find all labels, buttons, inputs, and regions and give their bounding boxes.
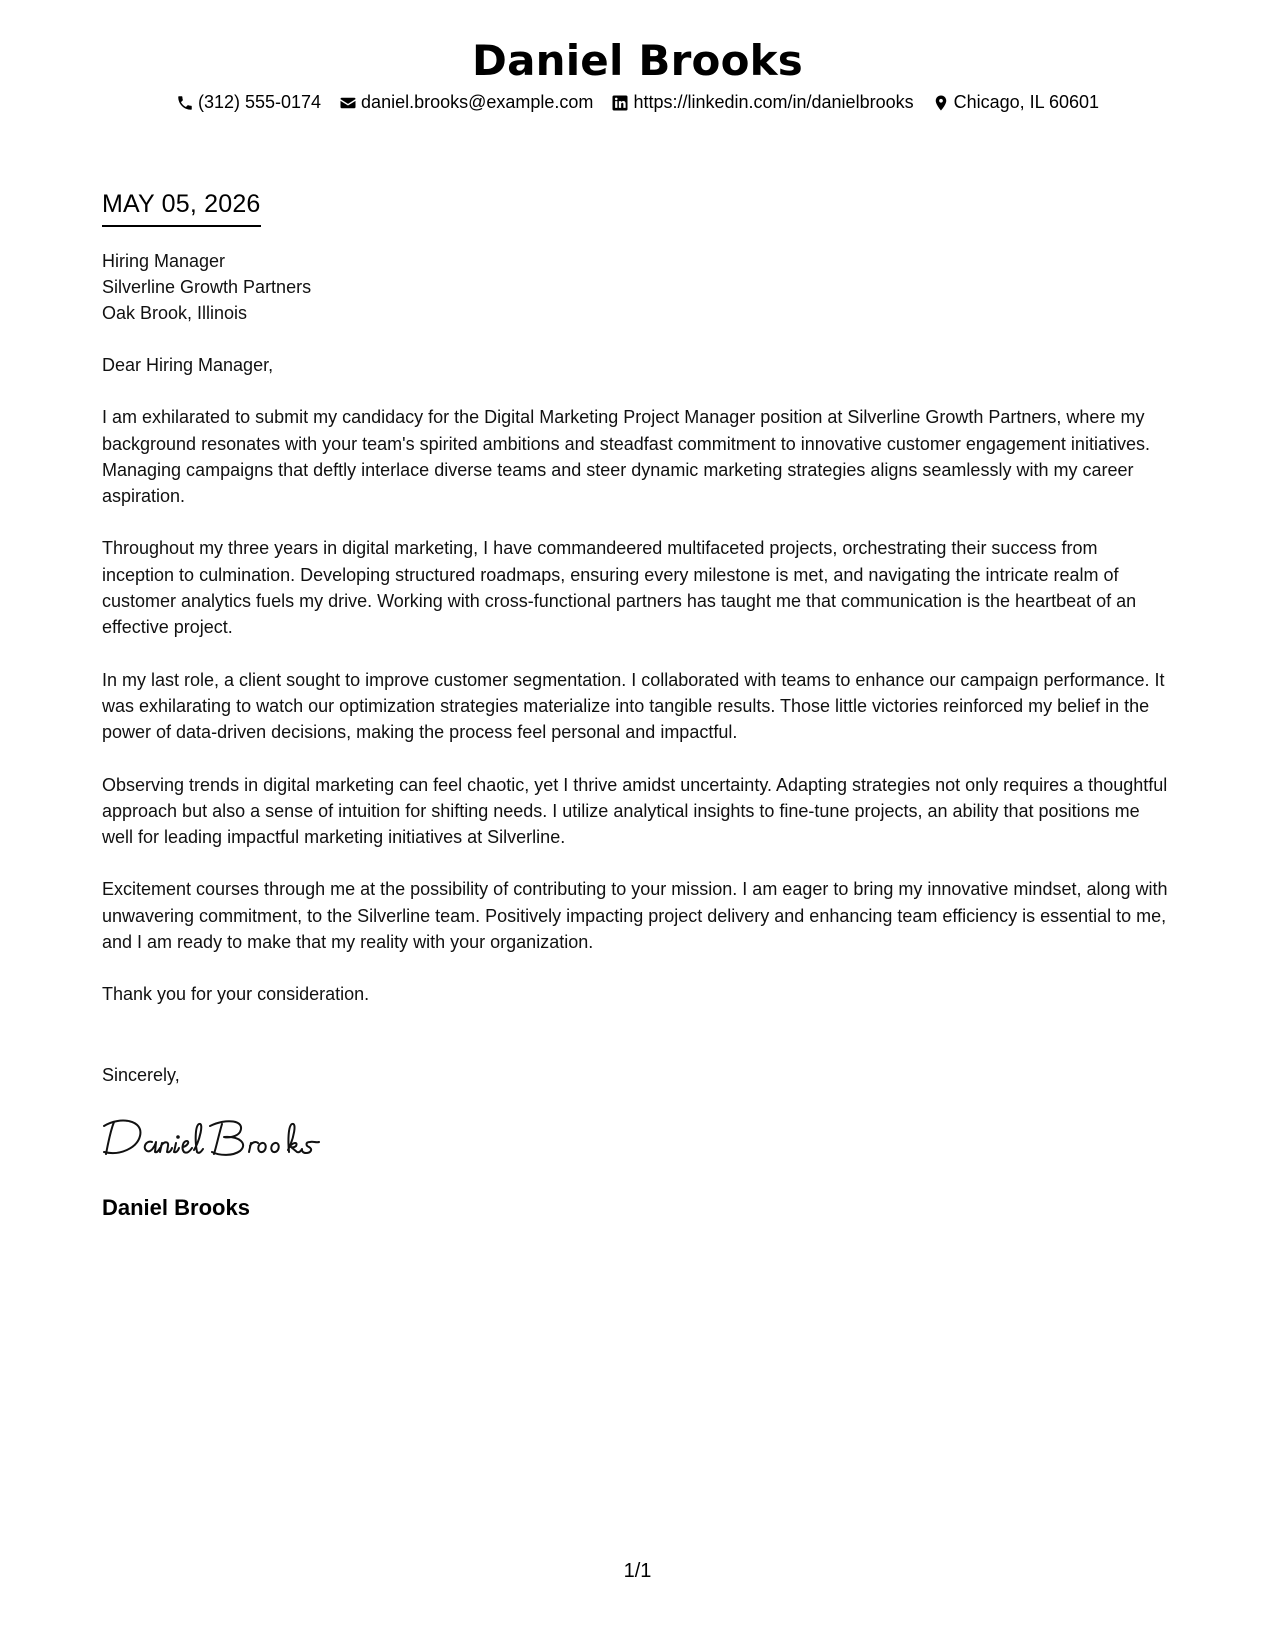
thank-you-line: Thank you for your consideration. [102,984,370,1005]
location-text: Chicago, IL 60601 [953,92,1100,112]
phone-icon [176,94,194,112]
letter-date: MAY 05, 2026 [102,190,261,227]
linkedin-icon [611,94,629,112]
closing-line: Sincerely, [102,1065,180,1085]
body-paragraph: I am exhilarated to submit my candidacy for the Digital Marketing Project Manager position at Silverline Growth Partners, where my background resonates with your team's spirited ambitions and steadfast commitment to innovative customer engagement initiatives. Managing campaigns that deftly interlace diverse teams and steer dynamic marketing strategies aligns seamlessly with my career aspiration. [102,407,1150,507]
contact-location [932,92,1099,113]
contact-phone [176,92,321,113]
body-paragraph: Throughout my three years in digital marketing, I have commandeered multifaceted projects, orchestrating their success from inception to culmination. Developing structured roadmaps, ensuring every milestone is met, and navigating the intricate realm of customer analytics fuels my drive. Working with cross-functional partners has taught me that communication is the heartbeat of an effective project. [102,538,1137,638]
recipient-title: Hiring Manager [102,251,226,271]
salutation: Dear Hiring Manager, [102,355,274,375]
handwritten-signature [100,1112,330,1162]
letter-body [102,352,1172,1034]
body-paragraph: Excitement courses through me at the possibility of contributing to your mission. I am eager to bring my innovative mindset, along with unwavering commitment, to the Silverline team. Positively impacting project delivery and enhancing team efficiency is essential to me, and I am ready to make that my reality with your organization. [102,879,1168,953]
phone-number: (312) 555-0174 [197,92,322,112]
envelope-icon [339,94,357,112]
linkedin-link[interactable]: https://linkedin.com/in/danielbrooks [633,92,914,112]
contact-info-row [0,92,1275,113]
signer-name: Daniel Brooks [102,1195,250,1220]
body-paragraph: In my last role, a client sought to improve customer segmentation. I collaborated with teams to enhance our campaign performance. It was exhilarating to watch our optimization strategies materialize into tangible results. Those little victories reinforced my belief in the power of data-driven decisions, making the process feel personal and impactful. [102,669,1165,743]
recipient-block [102,248,311,326]
contact-linkedin [611,92,913,113]
recipient-location: Oak Brook, Illinois [102,303,248,323]
contact-email [339,92,593,113]
page-number: 1/1 [623,1560,652,1582]
email-link[interactable]: daniel.brooks@example.com [361,92,594,112]
applicant-name-heading: Daniel Brooks [472,36,803,85]
map-pin-icon [932,94,950,112]
recipient-company: Silverline Growth Partners [102,277,312,297]
body-paragraph: Observing trends in digital marketing can feel chaotic, yet I thrive amidst uncertainty. Adapting strategies not only requires a thoughtful approach but also a sense of intuition for shifting needs. I utilize analytical insights to fine-tune projects, an ability that positions me well for leading impactful marketing initiatives at Silverline. [102,774,1168,848]
